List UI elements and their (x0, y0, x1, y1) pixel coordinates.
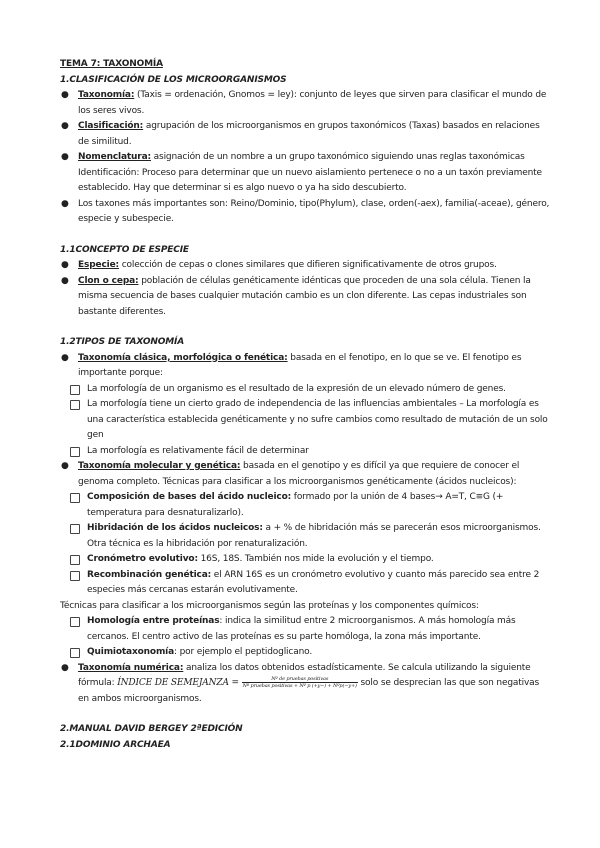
section-2-title: 2.MANUAL DAVID BERGEY 2ªEDICIÓN (60, 724, 243, 734)
list-item: ● Clon o cepa: población de células genéticamente idénticas que proceden de una sola célula. Tienen la misma secuencia de bases cualquier mutación cambio es un clon diferente. Las cepas industriales son bastante diferentes. (61, 275, 531, 317)
bullet-icon: ● (61, 352, 69, 363)
checklist-item: Composición de bases del ácido nucleico: formado por la unión de 4 bases→ A=T, C≡G (+ temperatura para desnaturalizarlo). (60, 490, 550, 521)
tema-title: TEMA 7: TAXONOMÍA (60, 59, 163, 69)
checklist-item: Quimiotaxonomía: por ejemplo el peptidoglicano. (60, 645, 550, 661)
section-1-1-title: 1.1CONCEPTO DE ESPECIE (60, 244, 189, 255)
checkbox[interactable] (70, 385, 80, 395)
bullet-icon: ● (61, 198, 69, 209)
proteins-intro: Técnicas para clasificar a los microorganismos según las proteínas y los componentes químicos: (60, 600, 479, 611)
list-item: ● Los taxones más importantes son: Reino/Dominio, tipo(Phylum), clase, orden(-aex), familia(-aceae), género, especie y subespecie. (61, 198, 550, 224)
bullet-icon: ● (61, 662, 69, 673)
checkbox[interactable] (70, 571, 80, 581)
checklist-item: La morfología es relativamente fácil de determinar (60, 444, 550, 460)
bullet-icon: ● (61, 461, 69, 471)
section-1-2-title: 1.2TIPOS DE TAXONOMÍA (60, 337, 185, 347)
checkbox[interactable] (70, 524, 80, 534)
section-2-1-title: 2.1DOMINIO ARCHAEA (60, 739, 171, 750)
checkbox[interactable] (70, 648, 80, 658)
bullet-icon: ● (61, 275, 69, 286)
checklist-item: Recombinación genética: el ARN 16S es un cronómetro evolutivo y cuanto más parecido sea entre 2 especies más cercanas estarán evolutivamente. (60, 568, 550, 599)
list-item: ● Taxonomía: (Taxis = ordenación, Gnomos = ley): conjunto de leyes que sirven para clasificar el mundo de los seres vivos. (61, 90, 547, 116)
list-item: ● Taxonomía numérica: analiza los datos obtenidos estadísticamente. Se calcula utilizando la siguiente fórmula: ÍNDICE DE SEMEJANZA = $\frac{\text{Nº de pruebas positivas}}{\text{Nº pruebas positivas + Nº p (+y−) + Nºp(−y+)}}$ solo se desprecian las que son negativas en ambos microorganismos. (61, 662, 540, 704)
checklist-item: Homología entre proteínas: indica la similitud entre 2 microorganismos. A más homología más cercanos. El centro activo de las proteínas es su parte homóloga, la zona más importante. (60, 614, 550, 645)
checkbox[interactable] (70, 617, 80, 627)
checkbox[interactable] (70, 555, 80, 565)
list-item: ● Taxonomía clásica, morfológica o fenética: basada en el fenotipo, en lo que se ve. El fenotipo es importante porque: (61, 352, 522, 378)
checkbox[interactable] (70, 400, 80, 410)
checklist-item: La morfología tiene un cierto grado de independencia de las influencias ambientales – La morfología es una característica establecida genéticamente y no sufre cambios como resultado de mutación de un solo gen (60, 397, 550, 444)
similarity-formula: ÍNDICE DE SEMEJANZA = (117, 678, 242, 688)
formula-fraction: $\frac{\text{Nº de pruebas positivas}}{\text{Nº pruebas positivas + Nº p (+y−) + Nºp(−y+)}}$ (242, 676, 357, 689)
list-item: ● Nomenclatura: asignación de un nombre a un grupo taxonómico siguiendo unas reglas taxonómicas Identificación: Proceso para determinar que un nuevo aislamiento pertenece o no a un taxón previamente establecido. Hay que determinar si es algo nuevo o ya ha sido descubierto. (61, 152, 542, 193)
bullet-icon: ● (61, 90, 69, 100)
bullet-icon: ● (61, 260, 69, 270)
document-page (60, 57, 550, 753)
bullet-icon: ● (61, 121, 69, 131)
list-item: ● Taxonomía molecular y genética: basada en el genotipo y es difícil ya que requiere de conocer el genoma completo. Técnicas para clasificar a los microorganismos genéticamente (ácidos nucleicos): (61, 461, 520, 487)
checkbox[interactable] (70, 447, 80, 457)
bullet-icon: ● (61, 152, 69, 162)
list-item: ● Clasificación: agrupación de los microorganismos en grupos taxonómicos (Taxas) basados en relaciones de similitud. (61, 121, 540, 147)
checklist-item: La morfología de un organismo es el resultado de la expresión de un elevado número de genes. (60, 382, 550, 398)
checkbox[interactable] (70, 493, 80, 503)
list-item: ● Especie: colección de cepas o clones similares que difieren significativamente de otros grupos. (60, 258, 550, 274)
checklist-item: Hibridación de los ácidos nucleicos: a + % de hibridación más se parecerán esos microorganismos. Otra técnica es la hibridación por renaturalización. (60, 521, 550, 552)
section-1-title: 1.CLASIFICACIÓN DE LOS MICROORGANISMOS (60, 74, 287, 85)
checklist-item: Cronómetro evolutivo: 16S, 18S. También nos mide la evolución y el tiempo. (60, 552, 550, 568)
